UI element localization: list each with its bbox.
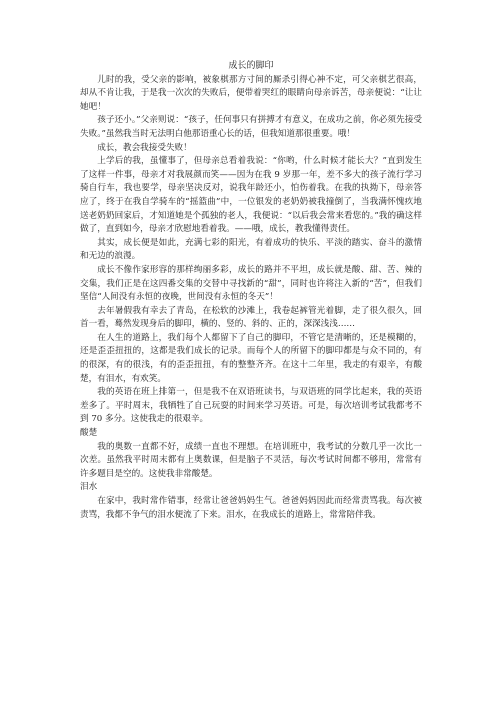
- paragraph: 在家中，我时常作错事，经常让爸爸妈妈生气。爸爸妈妈因此而经常责骂我。每次被责骂，我都不争气的泪水便流了下来。泪水，在我成长的道路上，常常陪伴我。: [80, 496, 422, 520]
- section-heading-tears: 泪水: [80, 482, 98, 493]
- section-heading-sour: 酸楚: [80, 428, 98, 439]
- paragraph: 我的英语在班上排第一，但是我不在双语班读书，与双语班的同学比起来，我的英语差多了。平时周末，我牺牲了自己玩耍的时间来学习英语。可是，每次培训考试我都考不到 70 多分。这使我走的很艰辛。: [80, 387, 422, 425]
- document-title: 成长的脚印: [228, 61, 274, 71]
- paragraph: 儿时的我，受父亲的影响，被象棋那方寸间的厮杀引得心神不定，可父亲棋艺很高，却从不肯让我，于是我一次次的失败后，便带着哭红的眼睛向母亲诉苦，母亲便说：“让让她吧！: [80, 74, 422, 112]
- paragraph: 成长，教会我接受失败！: [97, 142, 192, 153]
- paragraph: 成长不像作家形容的那样绚丽多彩，成长的路并不平坦，成长就是酸、甜、苦、辣的交集，我们正是在这四番交集的交替中寻找新的“甜”，同时也许将注入新的“苦”，但我们坚信“人间没有永恒的夜晚，世间没有永恒的冬天”！: [80, 264, 422, 303]
- paragraph: 在人生的道路上，我们每个人都留下了自己的脚印，不管它是清晰的，还是模糊的，还是歪歪扭扭的，这都是我们成长的记录。而每个人的所留下的脚印都是与众不同的，有的很深，有的很浅，有的歪歪扭扭，有的整整齐齐。在这十二年里，我走的有艰辛，有酸楚，有泪水，有欢笑。: [80, 332, 422, 384]
- paragraph: 上学后的我，虽懂事了，但母亲总看着我说：“你哟，什么时候才能长大？”直到发生了这样一件事，母亲才对我展颜而笑——因为在我 9 岁那一年，差不多大的孩子流行学习骑自行车，我也要学，母亲坚决反对，说我年龄还小，怕伤着我。在我的执拗下，母亲答应了，终于在我自学骑车的“摇篮曲”中，一位银发的老奶奶被我撞倒了，当我满怀愧疚地送老奶奶回家后，才知道她是个孤独的老人，我便说：“以后我会常来看您的。”我的确这样做了，直到如今，母亲才欣慰地看着我。——哦，成长，教我懂得责任。: [80, 156, 422, 235]
- paragraph: 孩子还小。”父亲则说：“孩子，任何事只有拼搏才有意义，在成功之前，你必须先接受失败。”虽然我当时无法明白他那语重心长的话，但我知道那很重要。哦！: [80, 115, 422, 139]
- document-page: [80, 60, 422, 522]
- paragraph: 我的奥数一直都不好，成绩一直也不理想。在培训班中，我考试的分数几乎一次比一次差。虽然我平时周末都有上奥数课，但是脑子不灵活，每次考试时间都不够用，常常有许多题目是空的。这使我非常酸楚。: [80, 441, 422, 479]
- paragraph: 其实，成长便是如此，充满七彩的阳光，有着成功的快乐、平淡的踏实、奋斗的激情和无边的浪漫。: [80, 237, 422, 262]
- paragraph: 去年暑假我有幸去了青岛，在松软的沙滩上，我卷起裤管光着脚，走了很久很久，回首一看，蓦然发现身后的脚印，横的、竖的、斜的、正的，深深浅浅……: [80, 305, 422, 330]
